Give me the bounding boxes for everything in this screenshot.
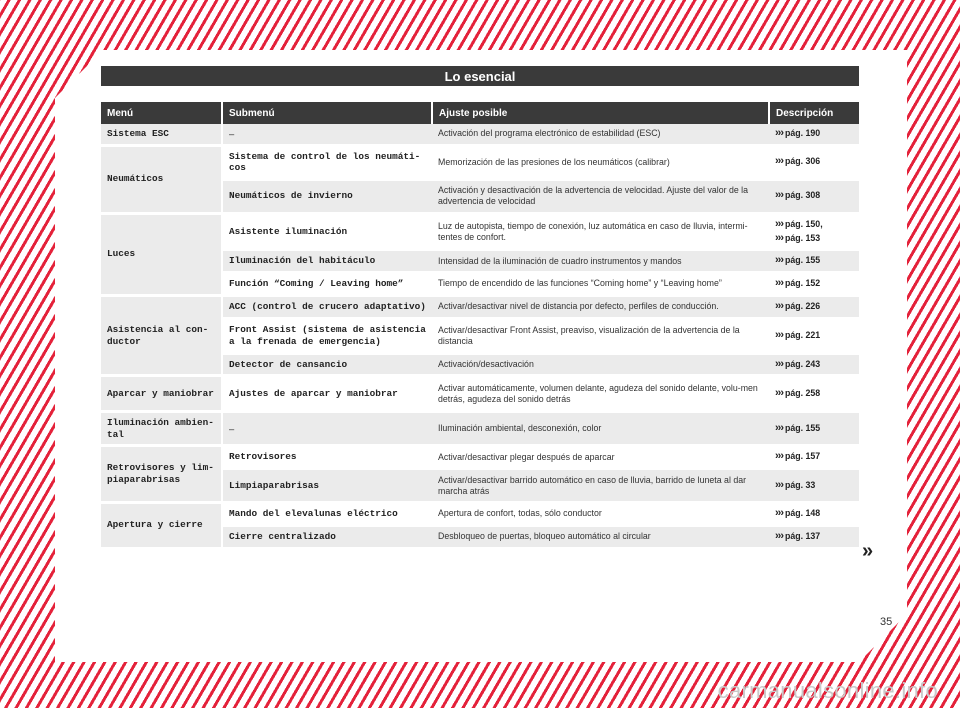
table-row <box>101 446 859 469</box>
page-number: 35 <box>880 616 893 628</box>
page-ref: pág. 243 <box>785 358 821 369</box>
page-ref: pág. 157 <box>785 451 821 462</box>
page-ref-cell <box>769 179 859 213</box>
submenu-cell: Limpiaparabrisas <box>222 469 432 503</box>
setting-cell: Activar/desactivar nivel de distancia por defecto, perfiles de conducción. <box>432 295 769 318</box>
setting-cell: Activar automáticamente, volumen delante, agudeza del sonido delante, volu-men detrás, agudeza del sonido detrás <box>432 376 769 412</box>
header-menu: Menú <box>101 102 222 124</box>
page-ref: pág. 306 <box>785 156 821 167</box>
page-arrow-icon: ››› <box>775 529 783 542</box>
setting-cell: Activar/desactivar barrido automático en caso de lluvia, barrido de luneta al dar marcha atrás <box>432 469 769 503</box>
page-ref-cell <box>769 353 859 376</box>
settings-table <box>101 102 859 550</box>
page-ref-cell <box>769 412 859 446</box>
menu-cell: Aparcar y maniobrar <box>101 376 222 412</box>
submenu-cell: Neumáticos de invierno <box>222 179 432 213</box>
section-title: Lo esencial <box>101 66 859 86</box>
page-ref-cell <box>769 525 859 548</box>
watermark: carmanualsonline.info <box>717 678 938 703</box>
page-ref-cell <box>769 273 859 296</box>
page-ref: pág. 155 <box>785 422 821 433</box>
table-row <box>101 376 859 412</box>
table-row <box>101 213 859 250</box>
table-row <box>101 124 859 145</box>
page-arrow-icon: ››› <box>775 217 783 230</box>
page-ref-cell <box>769 469 859 503</box>
page-ref: pág. 148 <box>785 508 821 518</box>
page-ref-cell <box>769 124 859 145</box>
page-arrow-icon: ››› <box>775 155 783 168</box>
page-ref: pág. 155 <box>785 255 821 266</box>
setting-cell: Activación y desactivación de la advertencia de velocidad. Ajuste del valor de la advertencia de velocidad <box>432 179 769 213</box>
table-row <box>101 145 859 179</box>
page-ref-cell <box>769 503 859 526</box>
page-arrow-icon: ››› <box>775 421 783 434</box>
continue-icon: » <box>862 540 874 562</box>
submenu-cell: Retrovisores <box>222 446 432 469</box>
page-arrow-icon: ››› <box>775 254 783 267</box>
table-row <box>101 503 859 526</box>
page-ref: pág. 33 <box>785 479 816 490</box>
submenu-cell: Front Assist (sistema de asistencia a la frenada de emergencia) <box>222 318 432 353</box>
page-arrow-icon: ››› <box>775 127 783 139</box>
page-ref-cell <box>769 213 859 250</box>
setting-cell: Memorización de las presiones de los neumáticos (calibrar) <box>432 145 769 179</box>
header-setting: Ajuste posible <box>432 102 769 124</box>
setting-cell: Apertura de confort, todas, sólo conductor <box>432 503 769 526</box>
setting-cell: Activar/desactivar plegar después de aparcar <box>432 446 769 469</box>
page-arrow-icon: ››› <box>775 507 783 519</box>
page-arrow-icon: ››› <box>775 328 783 341</box>
page-ref-cell <box>769 250 859 273</box>
page-ref-cell <box>769 295 859 318</box>
page-arrow-icon: ››› <box>775 231 783 244</box>
page-ref-cell <box>769 318 859 353</box>
table-row <box>101 295 859 318</box>
page-ref-cell <box>769 145 859 179</box>
page-arrow-icon: ››› <box>775 277 783 289</box>
submenu-cell: Asistente iluminación <box>222 213 432 250</box>
page-ref: pág. 258 <box>785 387 821 398</box>
submenu-cell: Sistema de control de los neumáti-cos <box>222 145 432 179</box>
page-ref: pág. 226 <box>785 300 821 311</box>
submenu-cell: – <box>222 124 432 145</box>
submenu-cell: Ajustes de aparcar y maniobrar <box>222 376 432 412</box>
submenu-cell: Función “Coming / Leaving home” <box>222 273 432 296</box>
table-header-row <box>101 102 859 124</box>
page-arrow-icon: ››› <box>775 357 783 370</box>
page-ref: pág. 190 <box>785 128 821 138</box>
setting-cell: Activación del programa electrónico de estabilidad (ESC) <box>432 124 769 145</box>
header-submenu: Submenú <box>222 102 432 124</box>
setting-cell: Desbloqueo de puertas, bloqueo automático al circular <box>432 525 769 548</box>
submenu-cell: Iluminación del habitáculo <box>222 250 432 273</box>
page-arrow-icon: ››› <box>775 478 783 491</box>
submenu-cell: Detector de cansancio <box>222 353 432 376</box>
menu-cell: Retrovisores y lim-piaparabrisas <box>101 446 222 503</box>
header-description: Descripción <box>769 102 859 124</box>
submenu-cell: ACC (control de crucero adaptativo) <box>222 295 432 318</box>
menu-cell: Luces <box>101 213 222 295</box>
page-ref: pág. 152 <box>785 278 821 288</box>
setting-cell: Intensidad de la iluminación de cuadro instrumentos y mandos <box>432 250 769 273</box>
menu-cell: Apertura y cierre <box>101 503 222 549</box>
page-arrow-icon: ››› <box>775 189 783 202</box>
page-ref-cell <box>769 376 859 412</box>
page-ref: pág. 153 <box>785 232 821 243</box>
page-ref: pág. 308 <box>785 190 821 201</box>
submenu-cell: – <box>222 412 432 446</box>
page-arrow-icon: ››› <box>775 299 783 312</box>
submenu-cell: Mando del elevalunas eléctrico <box>222 503 432 526</box>
setting-cell: Luz de autopista, tiempo de conexión, luz automática en caso de lluvia, intermi-tentes de confort. <box>432 213 769 250</box>
menu-cell: Neumáticos <box>101 145 222 213</box>
menu-cell: Asistencia al con-ductor <box>101 295 222 376</box>
setting-cell: Activar/desactivar Front Assist, preaviso, visualización de la advertencia de la distancia <box>432 318 769 353</box>
page-ref: pág. 150, <box>785 218 823 229</box>
setting-cell: Activación/desactivación <box>432 353 769 376</box>
page-ref: pág. 137 <box>785 530 821 541</box>
menu-cell: Sistema ESC <box>101 124 222 145</box>
page-ref-cell <box>769 446 859 469</box>
page-ref: pág. 221 <box>785 329 821 340</box>
table-row <box>101 412 859 446</box>
setting-cell: Tiempo de encendido de las funciones “Coming home” y “Leaving home” <box>432 273 769 296</box>
menu-cell: Iluminación ambien-tal <box>101 412 222 446</box>
setting-cell: Iluminación ambiental, desconexión, color <box>432 412 769 446</box>
submenu-cell: Cierre centralizado <box>222 525 432 548</box>
page-arrow-icon: ››› <box>775 450 783 463</box>
page-arrow-icon: ››› <box>775 386 783 399</box>
